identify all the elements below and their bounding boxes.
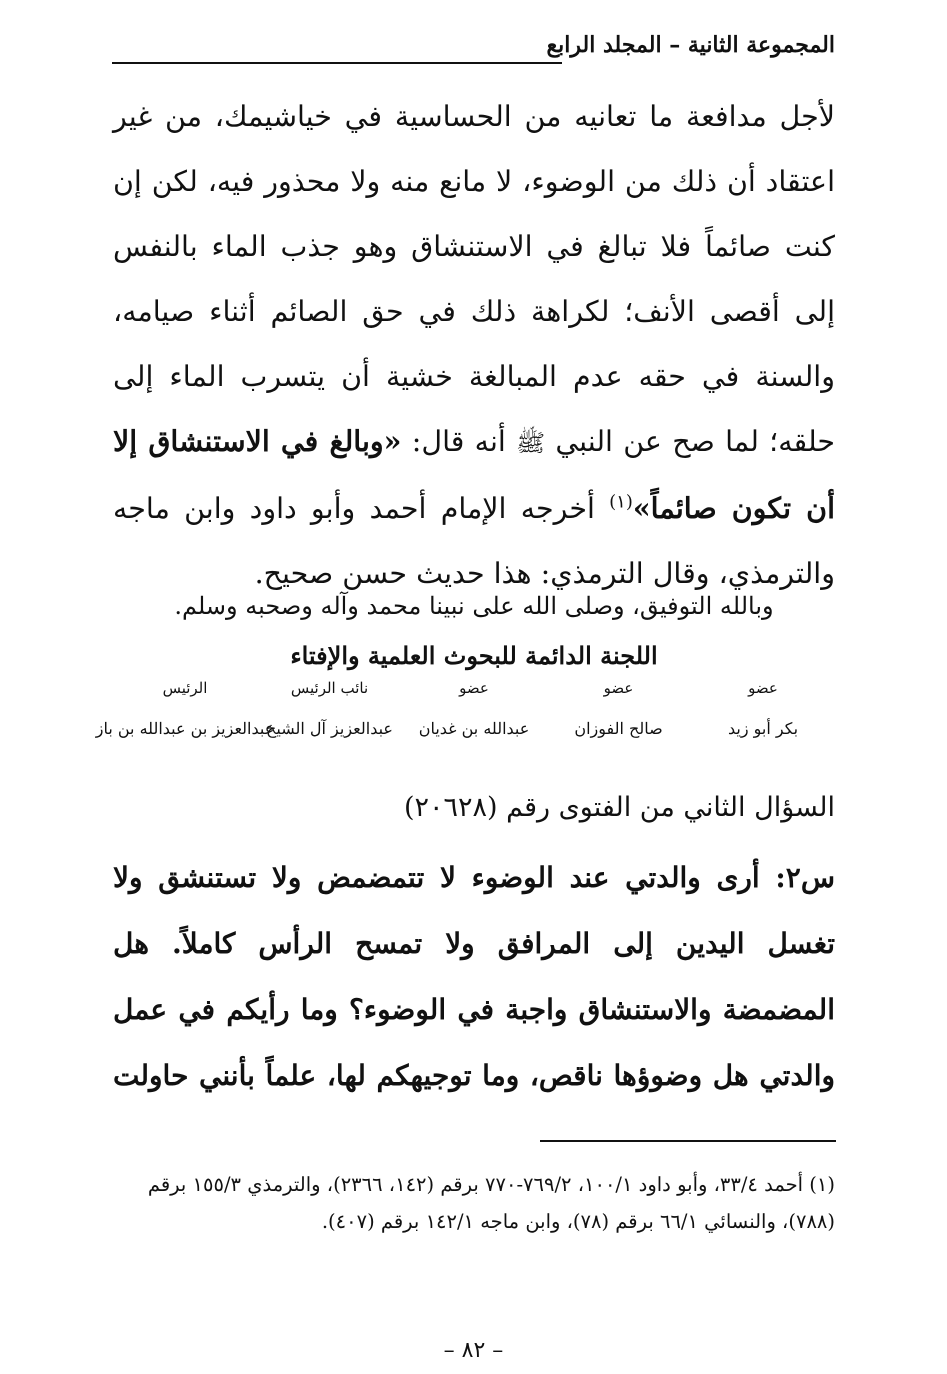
answer-text-before-quote: لأجل مدافعة ما تعانيه من الحساسية في خياشيمك، من غير اعتقاد أن ذلك من الوضوء، لا مانع منه ولا محذور فيه، لكن إن كنت صائماً فلا تبالغ في الاستنشاق وهو جذب الماء بالنفس إلى أقصى الأنف؛ لكراهة ذلك في حق الصائم أثناء صيامه، والسنة في حقه عدم المبالغة خشية أن يتسرب الماء إلى حلقه؛ لما صح عن النبي bbox=[113, 100, 835, 458]
footnote: (١) أحمد ٣٣/٤، وأبو داود ١٠٠/١، ٧٦٩/٢-٧٧٠ برقم (١٤٢، ٢٣٦٦)، والترمذي ١٥٥/٣ برقم (٧٨٨)، والنسائي ٦٦/١ برقم (٧٨)، وابن ماجه ١٤٢/١ برقم (٤٠٧). bbox=[147, 1173, 835, 1233]
running-header: المجموعة الثانية – المجلد الرابع bbox=[546, 32, 835, 58]
committee-signatures bbox=[95, 676, 835, 748]
footnote-rule bbox=[540, 1140, 836, 1142]
member-role: عضو bbox=[603, 679, 634, 697]
member-name: بكر أبو زيد bbox=[727, 719, 799, 738]
question-text: س٢: أرى والدتي عند الوضوء لا تتمضمض ولا تستنشق ولا تغسل اليدين إلى المرافق ولا تمسح الرأس كاملاً. هل المضمضة والاستنشاق واجبة في الوضوء؟ وما رأيكم في عمل والدتي هل وضوؤها ناقص، وما توجيهكم لها، علماً بأنني حاولت bbox=[113, 861, 835, 1092]
committee-name: اللجنة الدائمة للبحوث العلمية والإفتاء bbox=[290, 641, 658, 670]
member-name: صالح الفوزان bbox=[574, 719, 663, 738]
quote-intro: أنه قال: bbox=[411, 425, 506, 458]
salla-symbol: ﷺ bbox=[516, 429, 546, 457]
committee-member bbox=[691, 676, 835, 748]
member-name: عبدالعزيز آل الشيخ bbox=[266, 719, 393, 738]
member-role: نائب الرئيس bbox=[290, 679, 369, 697]
committee-member bbox=[95, 676, 275, 748]
hadith-quote: «وبالغ في الاستنشاق إلا أن تكون صائماً» bbox=[113, 424, 836, 525]
closing-line: وبالله التوفيق، وصلى الله على نبينا محمد وآله وصحبه وسلم. bbox=[174, 592, 774, 620]
answer-paragraph bbox=[113, 84, 835, 606]
header-rule bbox=[112, 62, 562, 64]
committee-member bbox=[547, 676, 691, 748]
member-role: عضو bbox=[748, 679, 778, 697]
member-role: عضو bbox=[459, 679, 489, 697]
answer-text-after-quote: أخرجه الإمام أحمد وأبو داود وابن ماجه والترمذي، وقال الترمذي: هذا حديث حسن صحيح. bbox=[113, 492, 835, 590]
question-heading: السؤال الثاني من الفتوى رقم (٢٠٦٢٨) bbox=[403, 792, 835, 823]
member-role: الرئيس bbox=[162, 679, 208, 697]
footnote-marker[interactable]: (١) bbox=[609, 491, 633, 513]
member-name: عبدالله بن غديان bbox=[418, 719, 530, 738]
committee-member bbox=[402, 676, 546, 748]
page-number: – ٨٢ – bbox=[443, 1338, 504, 1363]
member-name: عبدالعزيز بن عبدالله بن باز bbox=[95, 719, 275, 738]
committee-member bbox=[258, 676, 402, 748]
